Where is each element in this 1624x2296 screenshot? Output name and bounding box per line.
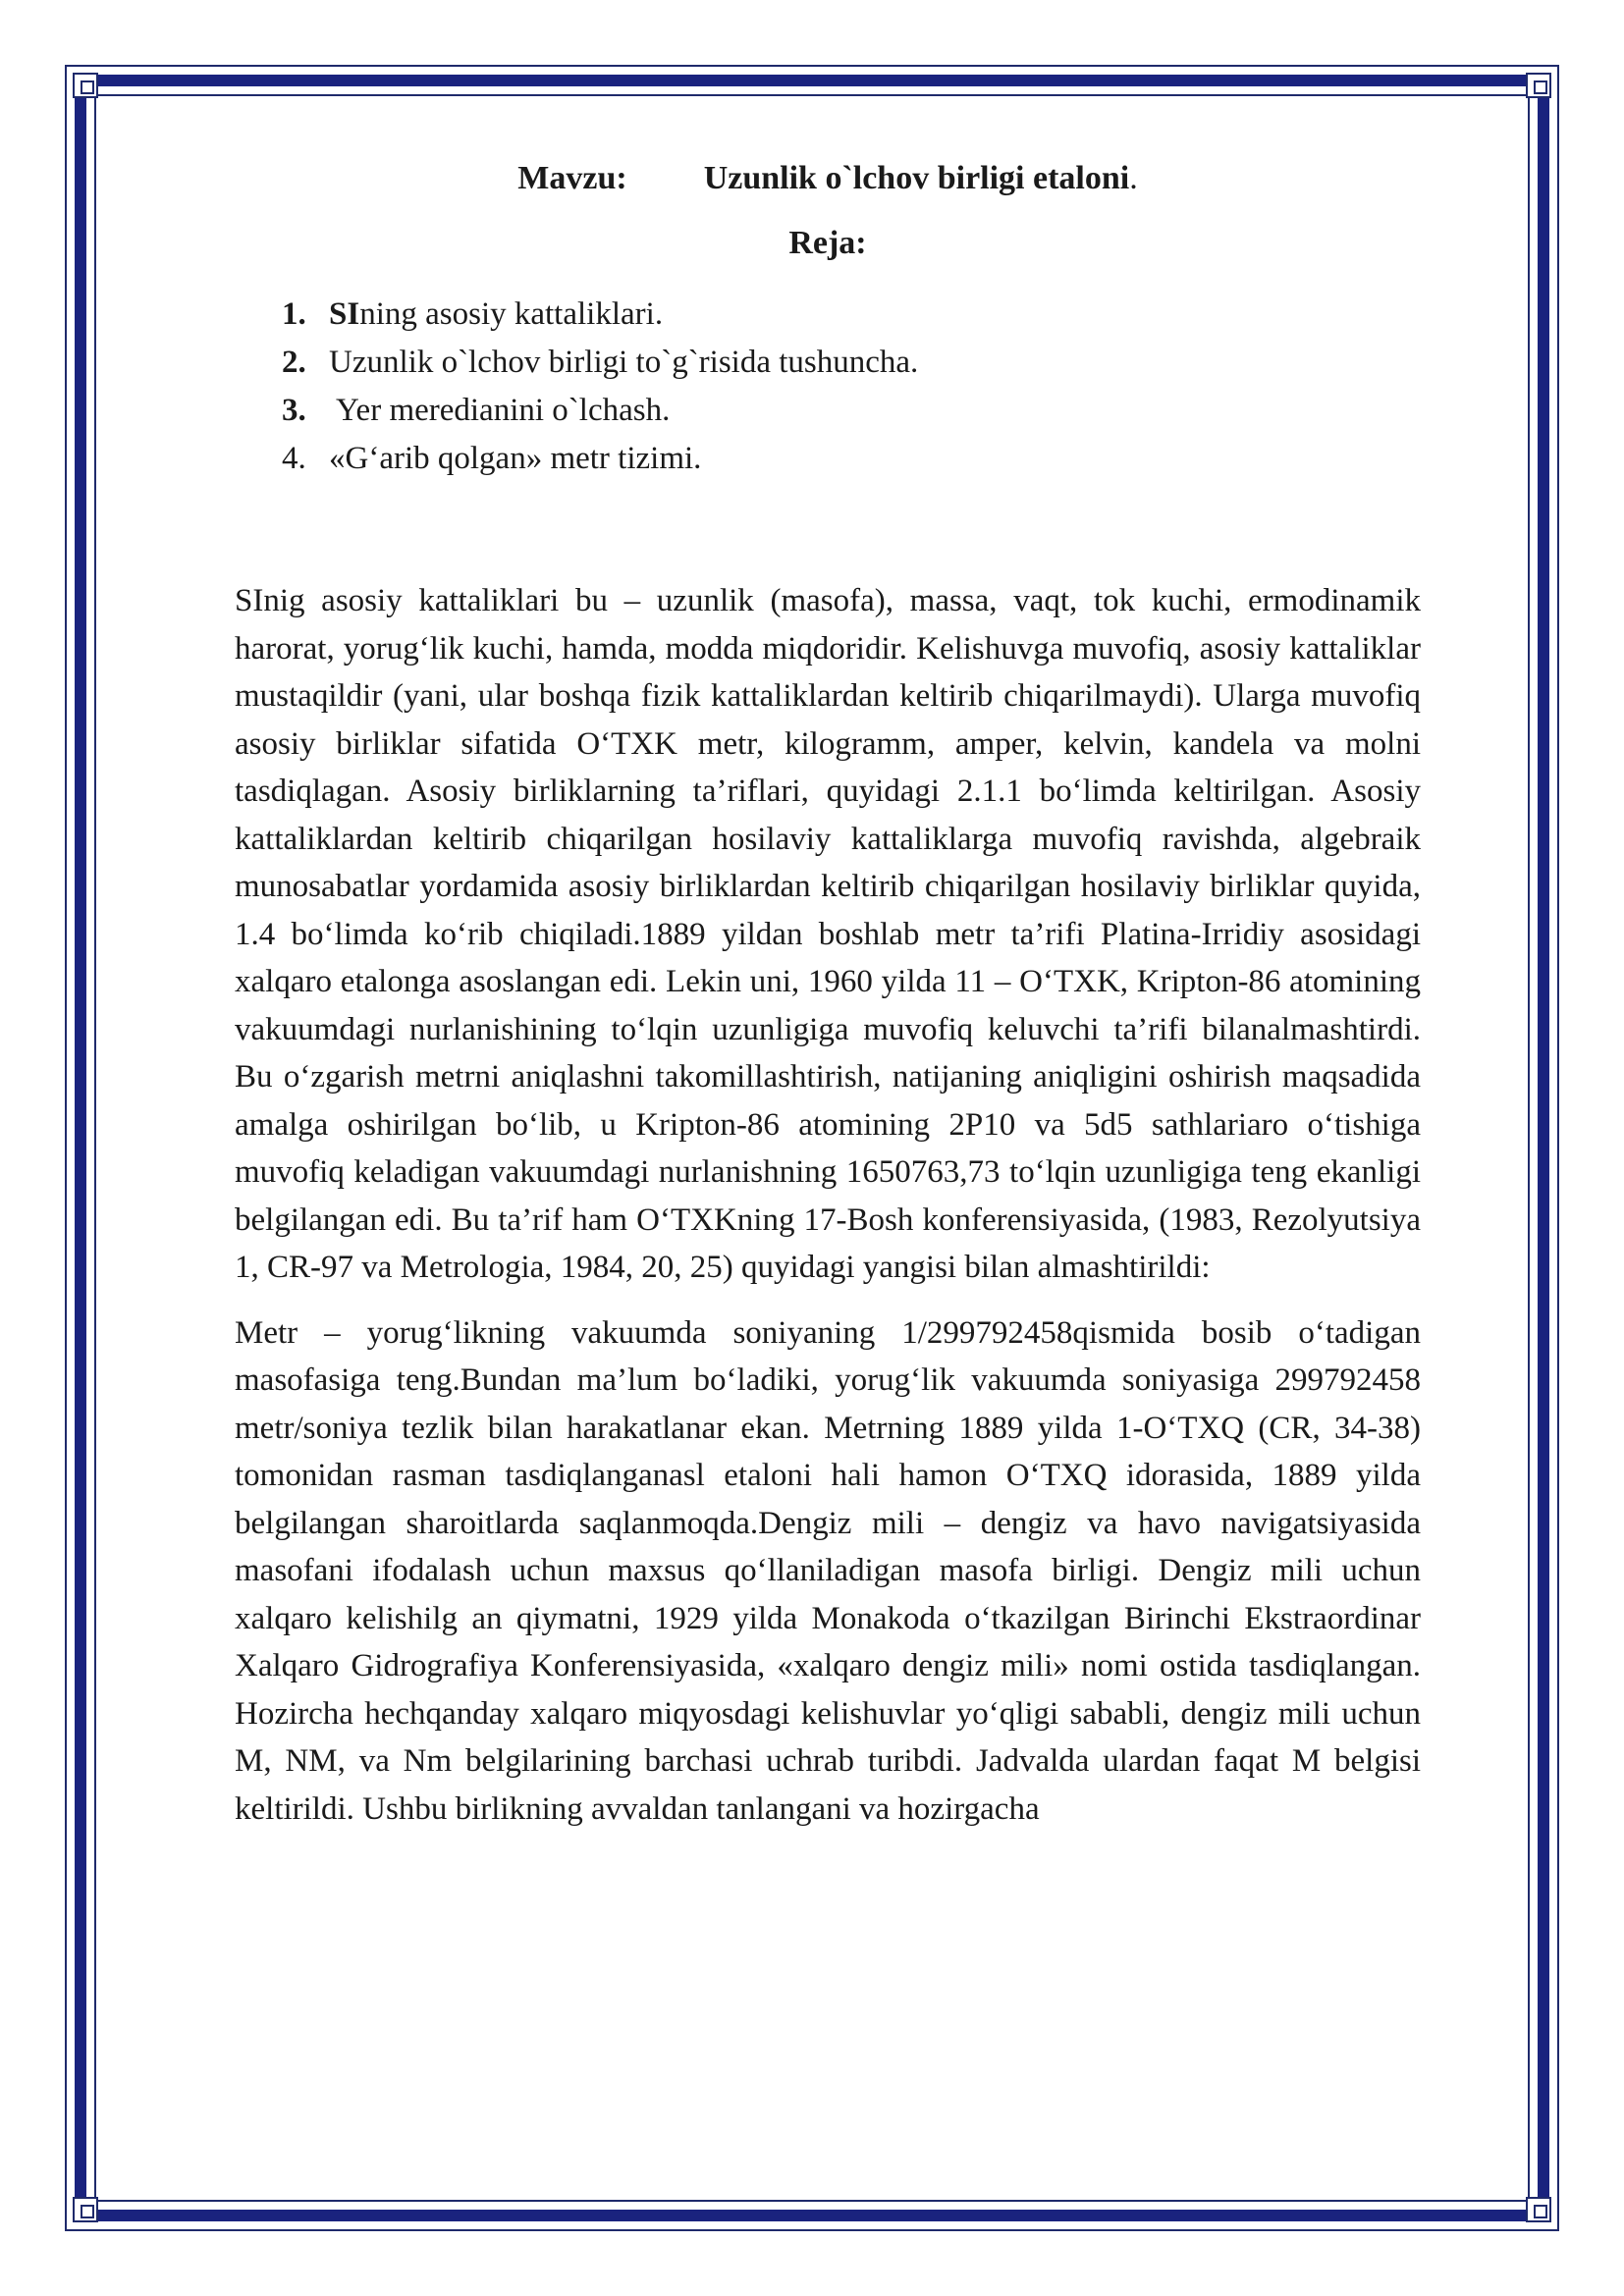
title-label: Mavzu: — [517, 160, 627, 196]
title-period: . — [1129, 160, 1138, 196]
plan-item-label: ning asosiy kattaliklari. — [359, 296, 664, 333]
plan-item — [282, 291, 1421, 339]
corner-ornament-bottom-right — [1526, 2197, 1551, 2222]
plan-item — [282, 435, 1421, 483]
title-text: Uzunlik o`lchov birligi etaloni — [703, 160, 1130, 196]
corner-ornament-top-right — [1526, 73, 1551, 98]
document-body — [235, 147, 1421, 1833]
plan-item-number: 4. — [282, 441, 306, 477]
plan-item — [282, 387, 1421, 435]
plan-item — [282, 339, 1421, 387]
plan-item-number: 3. — [282, 393, 306, 429]
plan-item-number: 2. — [282, 345, 306, 381]
plan-item-bold-part: SI — [329, 296, 360, 333]
plan-item-label: Uzunlik o`lchov birligi to`g`risida tushuncha. — [329, 345, 919, 381]
body-paragraph: SInig asosiy kattaliklari bu – uzunlik (masofa), massa, vaqt, tok kuchi, ermodinamik harorat, yorug‘lik kuchi, hamda, modda miqdoridir. Kelishuvga muvofiq, asosiy kattaliklar mustaqildir (yani, ular boshqa fizik kattaliklardan keltirib chiqarilmaydi). Ularga muvofiq asosiy birliklar sifatida O‘TXK metr, kilogramm, amper, kelvin, kandela va molni tasdiqlagan. Asosiy birliklarning ta’riflari, quyidagi 2.1.1 bo‘limda keltirilgan. Asosiy kattaliklardan keltirib chiqarilgan hosilaviy kattaliklarga muvofiq ravishda, algebraik munosabatlar yordamida asosiy birliklardan keltirib chiqarilgan hosilaviy birliklar quyida, 1.4 bo‘limda ko‘rib chiqiladi.1889 yildan boshlab metr ta’rifi Platina-Irridiy asosidagi xalqaro etalonga asoslangan edi. Lekin uni, 1960 yilda 11 – O‘TXK, Kripton-86 atomining vakuumdagi nurlanishining to‘lqin uzunligiga muvofiq keluvchi ta’rifi bilanalmashtirdi. Bu o‘zgarish metrni aniqlashni takomillashtirish, natijaning aniqligini oshirish maqsadida amalga oshirilgan bo‘lib, u Kripton-86 atomining 2P10 va 5d5 sathlariaro o‘tishiga muvofiq keladigan vakuumdagi nurlanishning 1650763,73 to‘lqin uzunligiga teng ekanligi belgilangan edi. Bu ta’rif ham O‘TXKning 17-Bosh konferensiyasida, (1983, Rezolyutsiya 1, CR-97 va Metrologia, 1984, 20, 25) quyidagi yangisi bilan almashtirildi: — [235, 583, 1421, 1286]
plan-item-label: «G‘arib qolgan» metr tizimi. — [329, 441, 702, 477]
plan-item-text — [329, 291, 663, 339]
plan-heading: Reja: — [788, 225, 867, 262]
corner-ornament-bottom-left — [73, 2197, 98, 2222]
body-paragraph: Metr – yorug‘likning vakuumda soniyaning 1/299792458qismida bosib o‘tadigan masofasiga teng.Bundan ma’lum bo‘ladiki, yorug‘lik vakuumda soniyasiga 299792458 metr/soniya tezlik bilan harakatlanar ekan. Metrning 1889 yilda 1-O‘TXQ (CR, 34-38) tomonidan rasman tasdiqlanganasl etaloni hali hamon O‘TXQ idorasida, 1889 yilda belgilangan sharoitlarda saqlanmoqda.Dengiz mili – dengiz va havo navigatsiyasida masofani ifodalash uchun maxsus qo‘llaniladigan masofa birligi. Dengiz mili uchun xalqaro kelishilg an qiymatni, 1929 yilda Monakoda o‘tkazilgan Birinchi Ekstraordinar Xalqaro Gidrografiya Konferensiyasida, «xalqaro dengiz mili» nomi ostida tasdiqlangan. Hozircha hechqanday xalqaro miqyosdagi kelishuvlar yo‘qligi sababli, dengiz mili uchun M, NM, va Nm belgilarining barchasi uchrab turibdi. Jadvalda ulardan faqat M belgisi keltirildi. Ushbu birlikning avvaldan tanlangani va hozirgacha — [235, 1314, 1421, 1827]
plan-list — [282, 291, 1421, 483]
plan-item-label: Yer meredianini o`lchash. — [329, 393, 671, 429]
page-title — [235, 157, 1421, 200]
plan-item-number: 1. — [282, 296, 306, 333]
corner-ornament-top-left — [73, 73, 98, 98]
